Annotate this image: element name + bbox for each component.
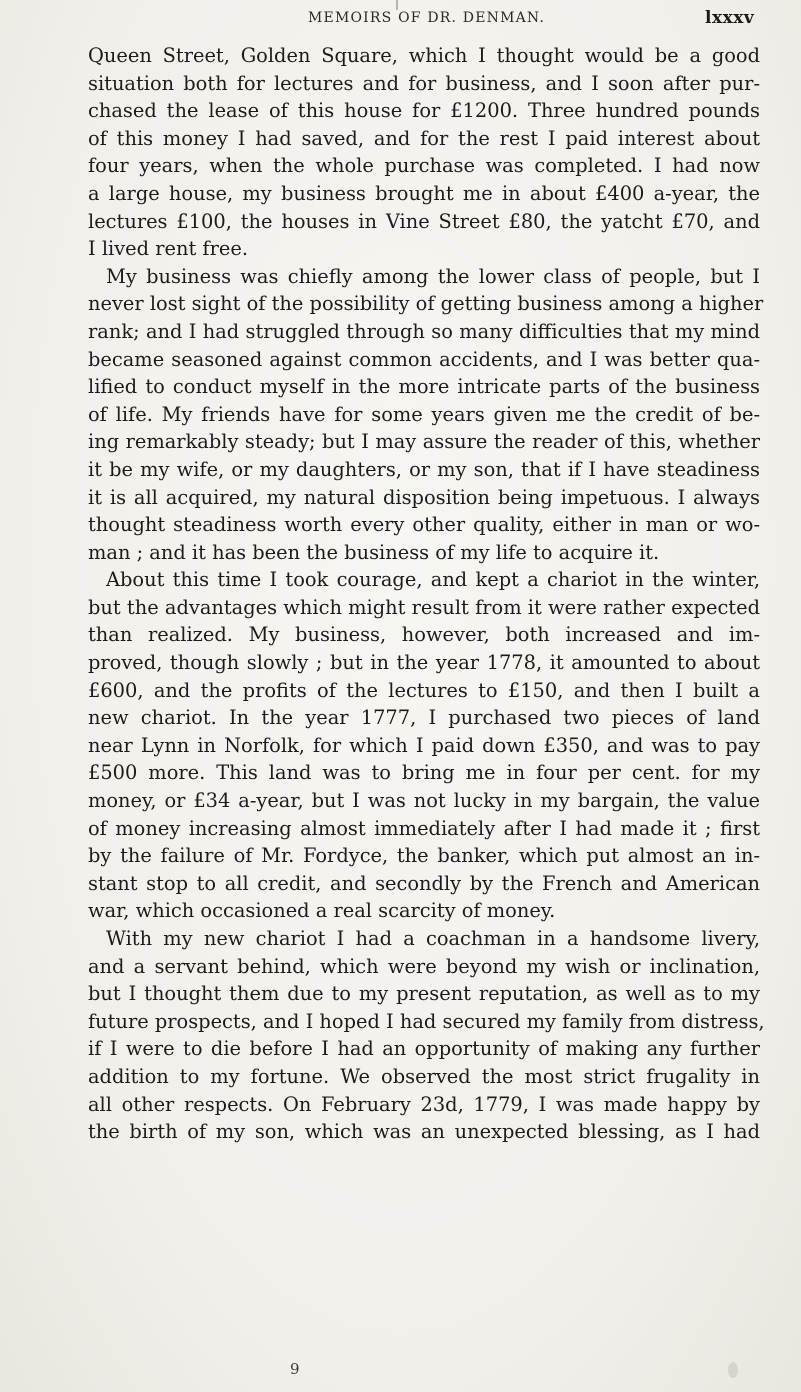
text-line: money, or £34 a-year, but I was not lucky in my bargain, the value	[88, 789, 760, 813]
text-line: thought steadiness worth every other quality, either in man or wo-	[88, 513, 760, 537]
page-number: lxxxv	[705, 8, 755, 28]
text-line: lified to conduct myself in the more intricate parts of the business	[88, 375, 760, 399]
body-text	[88, 42, 765, 1146]
text-line: future prospects, and I hoped I had secured my family from distress,	[88, 1009, 765, 1033]
text-line: but the advantages which might result from it were rather expected	[88, 595, 760, 619]
text-line: all other respects. On February 23d, 1779, I was made happy by	[88, 1092, 760, 1116]
text-line: stant stop to all credit, and secondly by the French and American	[88, 871, 760, 895]
running-head: MEMOIRS OF DR. DENMAN.	[308, 10, 546, 26]
text-line: lectures £100, the houses in Vine Street £80, the yatcht £70, and	[88, 209, 760, 233]
text-line: became seasoned against common accidents, and I was better qua-	[88, 347, 760, 371]
text-line: than realized. My business, however, both increased and im-	[88, 623, 760, 647]
text-line: I lived rent free.	[88, 237, 248, 261]
text-line: rank; and I had struggled through so many difficulties that my mind	[88, 319, 760, 343]
text-line: it is all acquired, my natural disposition being impetuous. I always	[88, 485, 760, 509]
text-line: situation both for lectures and for business, and I soon after pur-	[88, 71, 760, 95]
page-header	[0, 8, 801, 32]
text-line: the birth of my son, which was an unexpected blessing, as I had	[88, 1120, 760, 1144]
text-line: proved, though slowly ; but in the year 1778, it amounted to about	[88, 651, 760, 675]
text-line: new chariot. In the year 1777, I purchased two pieces of land	[88, 706, 760, 730]
text-line: chased the lease of this house for £1200. Three hundred pounds	[88, 99, 760, 123]
text-line: of money increasing almost immediately after I had made it ; first	[88, 816, 760, 840]
text-line: war, which occasioned a real scarcity of money.	[88, 899, 556, 923]
text-line: Queen Street, Golden Square, which I thought would be a good	[88, 44, 760, 67]
text-line: a large house, my business brought me in about £400 a-year, the	[88, 181, 760, 205]
text-line: near Lynn in Norfolk, for which I paid down £350, and was to pay	[88, 733, 760, 757]
text-line: four years, when the whole purchase was completed. I had now	[88, 154, 760, 178]
text-line: but I thought them due to my present reputation, as well as to my	[88, 982, 760, 1006]
text-line: With my new chariot I had a coachman in a handsome livery,	[106, 927, 760, 950]
text-line: of this money I had saved, and for the rest I paid interest about	[88, 126, 760, 150]
text-line: it be my wife, or my daughters, or my son, that if I have steadiness	[88, 457, 760, 481]
signature-mark: 9	[290, 1360, 300, 1378]
text-line: never lost sight of the possibility of getting business among a higher	[88, 292, 764, 316]
text-line: of life. My friends have for some years given me the credit of be-	[88, 402, 760, 426]
text-line: if I were to die before I had an opportunity of making any further	[88, 1037, 760, 1061]
text-line: £600, and the profits of the lectures to £150, and then I built a	[88, 678, 760, 702]
text-line: addition to my fortune. We observed the most strict frugality in	[88, 1064, 760, 1088]
ink-smudge	[728, 1362, 738, 1378]
text-line: ing remarkably steady; but I may assure the reader of this, whether	[88, 430, 760, 454]
text-line: by the failure of Mr. Fordyce, the banker, which put almost an in-	[88, 844, 760, 868]
text-line: man ; and it has been the business of my life to acquire it.	[88, 540, 660, 564]
text-line: £500 more. This land was to bring me in four per cent. for my	[88, 761, 760, 785]
text-line: About this time I took courage, and kept a chariot in the winter,	[106, 568, 760, 592]
text-line: My business was chiefly among the lower class of people, but I	[106, 264, 760, 288]
text-line: and a servant behind, which were beyond my wish or inclination,	[88, 954, 760, 978]
